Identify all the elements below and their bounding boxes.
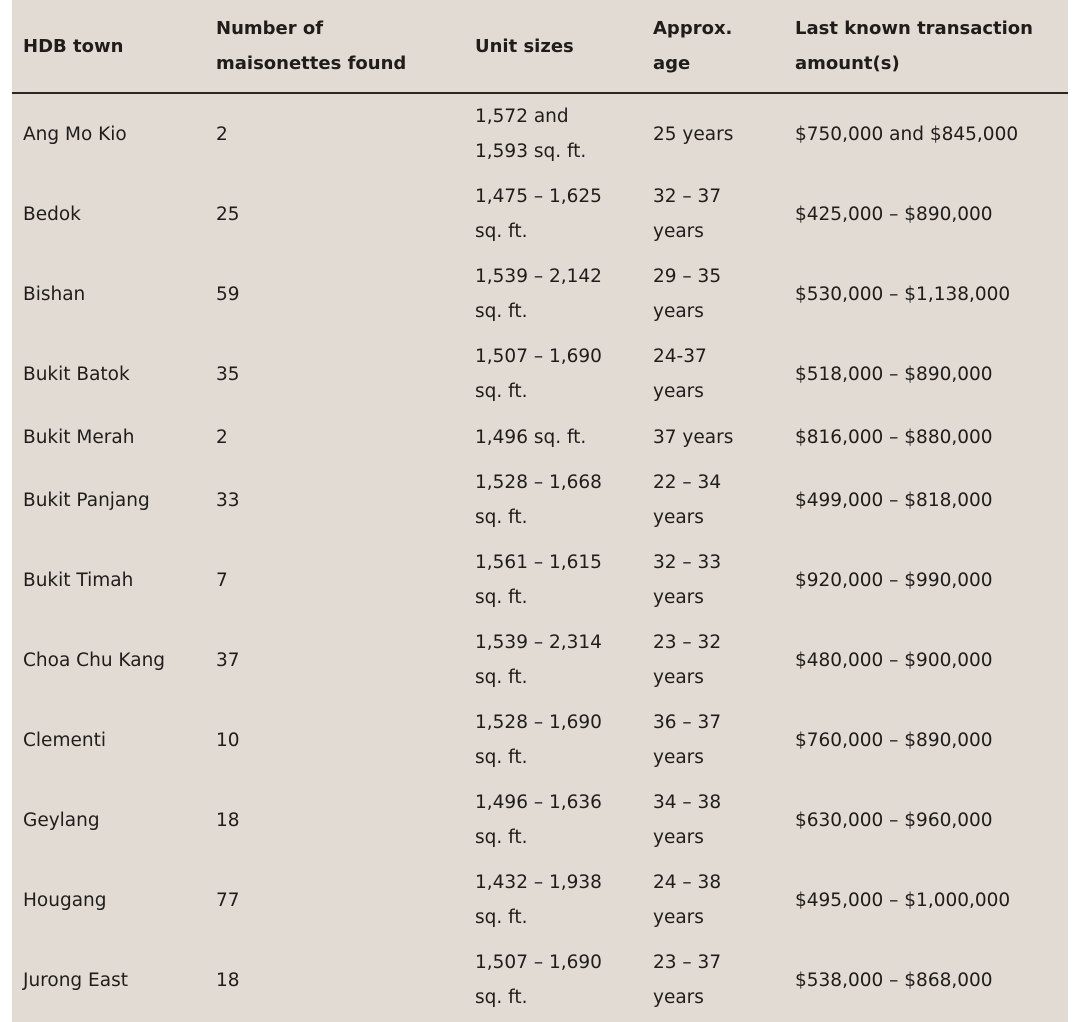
cell-age: 32 – 33 years (653, 552, 722, 608)
cell-amount: $816,000 – $880,000 (795, 426, 993, 448)
table-row (12, 620, 1068, 700)
table-row (12, 334, 1068, 414)
cell-age: 29 – 35 years (653, 266, 722, 322)
cell-count: 59 (216, 283, 240, 305)
table-row (12, 780, 1068, 860)
cell-amount: $518,000 – $890,000 (795, 363, 993, 385)
cell-town: Bukit Batok (23, 363, 130, 385)
cell-amount: $480,000 – $900,000 (795, 649, 993, 671)
cell-age: 24 – 38 years (653, 872, 722, 928)
table-row (12, 700, 1068, 780)
cell-count: 18 (216, 809, 240, 831)
cell-age: 36 – 37 years (653, 712, 722, 768)
cell-count: 25 (216, 203, 240, 225)
cell-unit-sizes: 1,496 sq. ft. (475, 426, 587, 448)
cell-count: 33 (216, 489, 240, 511)
cell-age: 23 – 32 years (653, 632, 722, 688)
cell-unit-sizes: 1,539 – 2,142 sq. ft. (475, 266, 602, 322)
cell-amount: $538,000 – $868,000 (795, 969, 993, 991)
cell-count: 77 (216, 889, 240, 911)
table-row (12, 940, 1068, 1020)
table-row (12, 460, 1068, 540)
cell-amount: $750,000 and $845,000 (795, 123, 1019, 145)
maisonette-table (12, 0, 1068, 1022)
cell-amount: $499,000 – $818,000 (795, 489, 993, 511)
cell-count: 7 (216, 569, 228, 591)
cell-unit-sizes: 1,507 – 1,690 sq. ft. (475, 952, 602, 1008)
cell-town: Choa Chu Kang (23, 649, 166, 671)
cell-town: Bukit Merah (23, 426, 135, 448)
table-row (12, 860, 1068, 940)
cell-town: Geylang (23, 809, 100, 831)
header-age: Approx. age (653, 18, 733, 74)
table-row (12, 174, 1068, 254)
header-count: Number of maisonettes found (216, 18, 407, 74)
header-unit-sizes: Unit sizes (475, 35, 574, 57)
header-town: HDB town (23, 35, 124, 57)
cell-town: Bukit Timah (23, 569, 134, 591)
cell-amount: $630,000 – $960,000 (795, 809, 993, 831)
cell-amount: $760,000 – $890,000 (795, 729, 993, 751)
cell-town: Ang Mo Kio (23, 123, 127, 145)
cell-town: Jurong East (23, 969, 128, 991)
cell-unit-sizes: 1,528 – 1,690 sq. ft. (475, 712, 602, 768)
cell-age: 23 – 37 years (653, 952, 722, 1008)
cell-amount: $425,000 – $890,000 (795, 203, 993, 225)
cell-town: Bukit Panjang (23, 489, 150, 511)
cell-amount: $920,000 – $990,000 (795, 569, 993, 591)
cell-town: Bedok (23, 203, 81, 225)
table-row (12, 540, 1068, 620)
cell-unit-sizes: 1,539 – 2,314 sq. ft. (475, 632, 602, 688)
cell-town: Bishan (23, 283, 86, 305)
cell-unit-sizes: 1,572 and 1,593 sq. ft. (475, 106, 587, 162)
cell-unit-sizes: 1,432 – 1,938 sq. ft. (475, 872, 602, 928)
cell-age: 37 years (653, 426, 734, 448)
table-body (12, 94, 1068, 1020)
table-row (12, 254, 1068, 334)
table-row (12, 94, 1068, 174)
cell-unit-sizes: 1,507 – 1,690 sq. ft. (475, 346, 602, 402)
cell-town: Hougang (23, 889, 107, 911)
cell-town: Clementi (23, 729, 106, 751)
cell-count: 10 (216, 729, 240, 751)
cell-amount: $495,000 – $1,000,000 (795, 889, 1011, 911)
table-row (12, 414, 1068, 460)
cell-age: 32 – 37 years (653, 186, 722, 242)
cell-count: 2 (216, 123, 228, 145)
cell-count: 18 (216, 969, 240, 991)
cell-count: 2 (216, 426, 228, 448)
cell-age: 34 – 38 years (653, 792, 722, 848)
cell-count: 37 (216, 649, 240, 671)
cell-unit-sizes: 1,496 – 1,636 sq. ft. (475, 792, 602, 848)
cell-amount: $530,000 – $1,138,000 (795, 283, 1011, 305)
cell-unit-sizes: 1,561 – 1,615 sq. ft. (475, 552, 602, 608)
cell-unit-sizes: 1,475 – 1,625 sq. ft. (475, 186, 602, 242)
cell-unit-sizes: 1,528 – 1,668 sq. ft. (475, 472, 602, 528)
header-amount: Last known transaction amount(s) (795, 18, 1033, 74)
cell-age: 22 – 34 years (653, 472, 722, 528)
table-header (12, 0, 1068, 94)
cell-count: 35 (216, 363, 240, 385)
cell-age: 25 years (653, 123, 734, 145)
cell-age: 24-37 years (653, 346, 707, 402)
